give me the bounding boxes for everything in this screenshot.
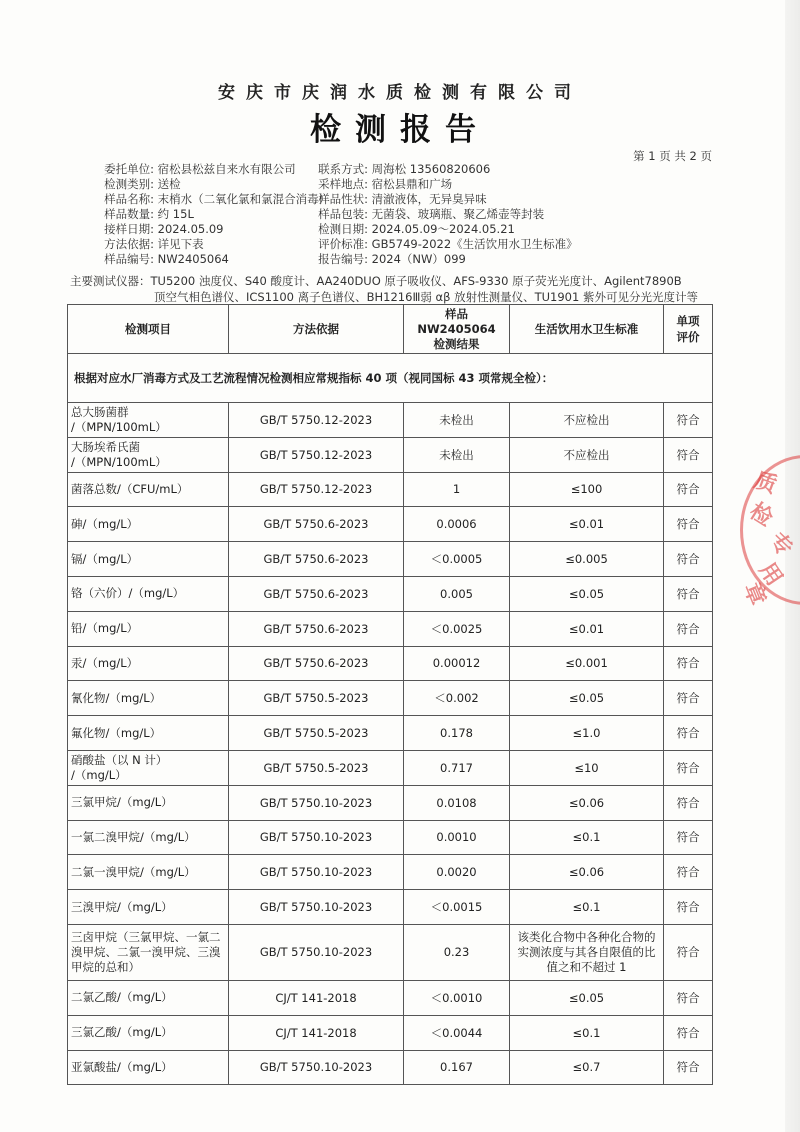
info_left-field-label: 接样日期:	[104, 222, 154, 236]
cell-method: GB/T 5750.12-2023	[229, 403, 404, 438]
cell-method: GB/T 5750.5-2023	[229, 681, 404, 716]
cell-item: 一氯二溴甲烷/（mg/L）	[68, 820, 229, 855]
cell-standard: ≤1.0	[510, 716, 664, 751]
table-row	[68, 980, 713, 1015]
cell-item: 三溴甲烷/（mg/L）	[68, 890, 229, 925]
cell-item: 总大肠菌群 /（MPN/100mL）	[68, 403, 229, 438]
company-name: 安庆市庆润水质检测有限公司	[218, 83, 582, 103]
info_right-field-label: 联系方式:	[318, 162, 368, 176]
cell-result: 0.0006	[404, 507, 510, 542]
cell-result: 0.0020	[404, 855, 510, 890]
cell-evaluation: 符合	[664, 472, 713, 507]
cell-item: 三氯甲烷/（mg/L）	[68, 785, 229, 820]
cell-item: 氰化物/（mg/L）	[68, 681, 229, 716]
info_left-field-value: 送检	[154, 177, 181, 191]
info_right-field-value: 清澈液体，无异臭异味	[368, 192, 487, 206]
cell-result: 0.178	[404, 716, 510, 751]
table-row	[68, 646, 713, 681]
table-header-row	[68, 305, 713, 354]
cell-result: 1	[404, 472, 510, 507]
cell-method: GB/T 5750.12-2023	[229, 472, 404, 507]
cell-item: 菌落总数/（CFU/mL）	[68, 472, 229, 507]
cell-result: 0.717	[404, 750, 510, 785]
header-result-sample: 样品 NW2405064	[417, 307, 496, 336]
cell-standard: 该类化合物中各种化合物的实测浓度与其各自限值的比值之和不超过 1	[510, 924, 664, 980]
cell-standard: ≤0.1	[510, 1015, 664, 1050]
cell-item: 铬（六价）/（mg/L）	[68, 576, 229, 611]
cell-standard: ≤0.05	[510, 576, 664, 611]
info_left-field-label: 方法依据:	[104, 237, 154, 251]
info_right-field-label: 样品性状:	[318, 192, 368, 206]
info_right-field-value: GB5749-2022《生活饮用水卫生标准》	[368, 237, 578, 251]
table-row	[68, 437, 713, 472]
cell-method: GB/T 5750.6-2023	[229, 646, 404, 681]
cell-method: GB/T 5750.10-2023	[229, 820, 404, 855]
section-row	[68, 354, 713, 403]
seal-character: 检	[744, 497, 778, 532]
info_right-field	[286, 162, 578, 177]
cell-evaluation: 符合	[664, 750, 713, 785]
inspection-seal	[738, 455, 800, 610]
cell-standard: ≤0.06	[510, 855, 664, 890]
cell-method: GB/T 5750.10-2023	[229, 785, 404, 820]
cell-method: GB/T 5750.12-2023	[229, 437, 404, 472]
cell-standard: ≤0.001	[510, 646, 664, 681]
cell-method: GB/T 5750.6-2023	[229, 542, 404, 577]
cell-item: 氟化物/（mg/L）	[68, 716, 229, 751]
cell-method: GB/T 5750.10-2023	[229, 890, 404, 925]
info_left-field-value: NW2405064	[154, 252, 229, 266]
cell-evaluation: 符合	[664, 1015, 713, 1050]
cell-result: ＜0.0044	[404, 1015, 510, 1050]
cell-evaluation: 符合	[664, 890, 713, 925]
cell-result: ＜0.0005	[404, 542, 510, 577]
info_right-field-value: 无菌袋、玻璃瓶、聚乙烯壶等封装	[368, 207, 545, 221]
cell-result: 0.00012	[404, 646, 510, 681]
cell-evaluation: 符合	[664, 542, 713, 577]
cell-method: GB/T 5750.10-2023	[229, 855, 404, 890]
info_right-field	[286, 192, 578, 207]
cell-evaluation: 符合	[664, 785, 713, 820]
cell-item: 镉/（mg/L）	[68, 542, 229, 577]
cell-standard: ≤0.7	[510, 1050, 664, 1085]
cell-result: 0.005	[404, 576, 510, 611]
cell-method: CJ/T 141-2018	[229, 980, 404, 1015]
cell-method: GB/T 5750.6-2023	[229, 507, 404, 542]
cell-evaluation: 符合	[664, 611, 713, 646]
cell-item: 汞/（mg/L）	[68, 646, 229, 681]
cell-result: 0.0010	[404, 820, 510, 855]
info_left-field-value: 详见下表	[154, 237, 204, 251]
cell-standard: ≤0.005	[510, 542, 664, 577]
info_right-field-value: 2024.05.09～2024.05.21	[368, 222, 515, 236]
cell-item: 二氯乙酸/（mg/L）	[68, 980, 229, 1015]
info_left-field-value: 末梢水（二氧化氯和氯混合消毒）	[154, 192, 331, 206]
instruments-line-1: 主要测试仪器：TU5200 浊度仪、S40 酸度计、AA240DUO 原子吸收仪、AFS-9330 原子荧光光度计、Agilent7890B	[70, 274, 682, 288]
cell-result: 未检出	[404, 403, 510, 438]
table-row	[68, 785, 713, 820]
info_left-field-value: 2024.05.09	[154, 222, 224, 236]
cell-item: 三卤甲烷（三氯甲烷、一氯二溴甲烷、二氯一溴甲烷、三溴甲烷的总和）	[68, 924, 229, 980]
cell-result: ＜0.0015	[404, 890, 510, 925]
cell-result: ＜0.002	[404, 681, 510, 716]
info_right-field-label: 评价标准:	[318, 237, 368, 251]
table-row	[68, 507, 713, 542]
results-table	[67, 304, 713, 1085]
cell-evaluation: 符合	[664, 646, 713, 681]
cell-item: 亚氯酸盐/（mg/L）	[68, 1050, 229, 1085]
cell-standard: ≤0.1	[510, 890, 664, 925]
cell-method: GB/T 5750.6-2023	[229, 611, 404, 646]
info_right-field-value: 宿松县鼎和广场	[368, 177, 453, 191]
cell-standard: 不应检出	[510, 437, 664, 472]
cell-evaluation: 符合	[664, 820, 713, 855]
info_left-field-value: 宿松县松兹自来水有限公司	[154, 162, 296, 176]
cell-evaluation: 符合	[664, 507, 713, 542]
header-standard: 生活饮用水卫生标准	[510, 305, 664, 354]
report-title: 检测报告	[310, 112, 490, 148]
table-row	[68, 750, 713, 785]
table-row	[68, 855, 713, 890]
cell-standard: ≤0.06	[510, 785, 664, 820]
seal-character: 质	[750, 466, 781, 499]
info_right-field-label: 检测日期:	[318, 222, 368, 236]
info_right-field	[286, 177, 578, 192]
cell-standard: 不应检出	[510, 403, 664, 438]
seal-character: 用	[753, 557, 788, 591]
info_right-field-value: 2024（NW）099	[368, 252, 466, 266]
cell-standard: ≤0.05	[510, 681, 664, 716]
info_left-field-value: 约 15L	[154, 207, 194, 221]
cell-method: GB/T 5750.5-2023	[229, 750, 404, 785]
cell-evaluation: 符合	[664, 437, 713, 472]
header-eval-line-1: 单项	[676, 314, 700, 328]
page-number: 第 1 页 共 2 页	[633, 149, 712, 163]
cell-evaluation: 符合	[664, 855, 713, 890]
cell-method: GB/T 5750.10-2023	[229, 924, 404, 980]
info_right-field-label: 报告编号:	[318, 252, 368, 266]
cell-method: CJ/T 141-2018	[229, 1015, 404, 1050]
instruments-line-2: 顶空气相色谱仪、ICS1100 离子色谱仪、BH1216Ⅲ弱 αβ 放射性测量仪、TU1901 紫外可见分光光度计等	[154, 289, 698, 304]
cell-method: GB/T 5750.10-2023	[229, 1050, 404, 1085]
header-result	[404, 305, 510, 354]
table-row	[68, 1015, 713, 1050]
table-row	[68, 1050, 713, 1085]
header-result-label: 检测结果	[433, 337, 480, 351]
header-item: 检测项目	[68, 305, 229, 354]
table-row	[68, 472, 713, 507]
cell-item: 三氯乙酸/（mg/L）	[68, 1015, 229, 1050]
cell-result: 0.0108	[404, 785, 510, 820]
cell-evaluation: 符合	[664, 403, 713, 438]
cell-evaluation: 符合	[664, 924, 713, 980]
section-description: 根据对应水厂消毒方式及工艺流程情况检测相应常规指标 40 项（视同国标 43 项常规全检）：	[68, 354, 713, 403]
table-row	[68, 681, 713, 716]
table-row	[68, 576, 713, 611]
table-row	[68, 924, 713, 980]
info_left-field-label: 检测类别:	[104, 177, 154, 191]
cell-item: 硝酸盐（以 N 计） /（mg/L）	[68, 750, 229, 785]
table-row	[68, 611, 713, 646]
instruments-list	[70, 274, 698, 305]
cell-evaluation: 符合	[664, 1050, 713, 1085]
info-right-column	[286, 162, 578, 267]
cell-standard: ≤0.1	[510, 820, 664, 855]
cell-item: 二氯一溴甲烷/（mg/L）	[68, 855, 229, 890]
cell-method: GB/T 5750.5-2023	[229, 716, 404, 751]
info_left-field-label: 委托单位:	[104, 162, 154, 176]
info_left-field-label: 样品编号:	[104, 252, 154, 266]
cell-evaluation: 符合	[664, 576, 713, 611]
table-row	[68, 542, 713, 577]
cell-item: 大肠埃希氏菌 /（MPN/100mL）	[68, 437, 229, 472]
header-eval-line-2: 评价	[676, 330, 700, 344]
table-row	[68, 820, 713, 855]
cell-evaluation: 符合	[664, 980, 713, 1015]
cell-result: 0.167	[404, 1050, 510, 1085]
info_right-field	[286, 222, 578, 237]
header-evaluation	[664, 305, 713, 354]
cell-result: ＜0.0025	[404, 611, 510, 646]
cell-standard: ≤100	[510, 472, 664, 507]
cell-standard: ≤0.01	[510, 611, 664, 646]
cell-standard: ≤0.01	[510, 507, 664, 542]
cell-method: GB/T 5750.6-2023	[229, 576, 404, 611]
cell-standard: ≤10	[510, 750, 664, 785]
cell-item: 砷/（mg/L）	[68, 507, 229, 542]
header-method: 方法依据	[229, 305, 404, 354]
cell-result: 未检出	[404, 437, 510, 472]
info_right-field-value: 周海松 13560820606	[368, 162, 491, 176]
cell-item: 铅/（mg/L）	[68, 611, 229, 646]
cell-standard: ≤0.05	[510, 980, 664, 1015]
seal-character: 专	[764, 527, 798, 562]
info_left-field-label: 样品名称:	[104, 192, 154, 206]
info_right-field-label: 采样地点:	[318, 177, 368, 191]
info_right-field	[286, 252, 578, 267]
info_left-field-label: 样品数量:	[104, 207, 154, 221]
info_right-field	[286, 207, 578, 222]
table-row	[68, 403, 713, 438]
table-row	[68, 890, 713, 925]
seal-character: 章	[738, 578, 771, 610]
cell-evaluation: 符合	[664, 716, 713, 751]
info_right-field-label: 样品包装:	[318, 207, 368, 221]
cell-evaluation: 符合	[664, 681, 713, 716]
table-row	[68, 716, 713, 751]
cell-result: ＜0.0010	[404, 980, 510, 1015]
info_right-field	[286, 237, 578, 252]
cell-result: 0.23	[404, 924, 510, 980]
